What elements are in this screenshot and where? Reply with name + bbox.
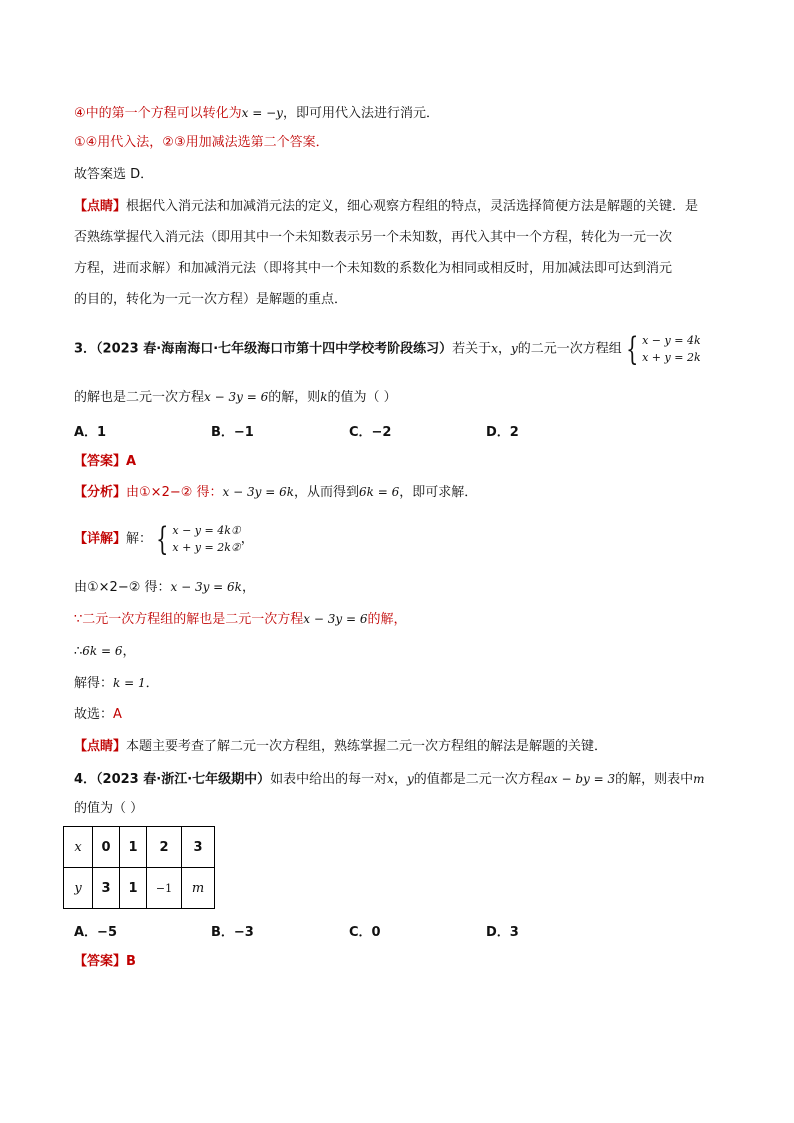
table-row: [64, 827, 215, 868]
answer-value: A: [126, 454, 137, 469]
equation: x + y = 2k②: [172, 541, 241, 554]
question-source: （2023 春·海南海口·七年级海口市第十四中学校考阶段练习）: [96, 341, 453, 357]
option-b: B．−1: [211, 425, 254, 440]
table-cell: 1: [120, 868, 147, 909]
text: 解得：: [74, 676, 114, 691]
math: ax − by = 3: [543, 772, 616, 786]
value-table: [63, 826, 215, 909]
text: 解：: [126, 531, 153, 547]
brace: {: [156, 520, 169, 558]
solution-line-1: [74, 104, 439, 123]
question-number: 3．: [74, 341, 97, 357]
dianjing-q3: [74, 738, 607, 756]
text: 的值为（ ）: [327, 390, 397, 405]
text: 的解，则: [268, 390, 321, 405]
step-2: [74, 610, 406, 629]
text: 的解，则表中: [615, 772, 694, 787]
table-cell: 3: [93, 868, 120, 909]
text: 由①×2−② 得：: [74, 580, 171, 595]
solution-line-3: 故答案选 D．: [74, 167, 154, 182]
text: ，: [393, 772, 407, 787]
text: ，: [240, 531, 254, 547]
table-cell: x: [64, 827, 93, 868]
answer-value: B: [126, 954, 136, 969]
question-3-stem: [74, 332, 701, 366]
table-cell: 2: [147, 827, 182, 868]
section-tag: 【点睛】: [74, 739, 127, 754]
section-tag: 【答案】: [74, 954, 127, 969]
detail-line: [74, 522, 254, 556]
equation: x − y = 4k: [642, 334, 701, 347]
math: 6k = 6: [359, 485, 400, 499]
text: 的值都是二元一次方程: [413, 772, 544, 787]
step-5: [74, 706, 122, 724]
text: 本题主要考查了解二元一次方程组，熟练掌握二元一次方程组的解法是解题的关键．: [126, 739, 608, 754]
dianjing-line-3: 方程，进而求解）和加减消元法（即将其中一个未知数的系数化为相同或相反时，用加减法即可达到消元: [74, 261, 673, 276]
section-tag: 【详解】: [74, 531, 127, 547]
brace: {: [625, 330, 639, 368]
solution-line-2: ①④用代入法，②③用加减法选第二个答案．: [74, 135, 329, 150]
question-4-stem: [74, 770, 705, 789]
dianjing-line-4: 的目的，转化为一元一次方程）是解题的重点．: [74, 292, 348, 307]
option-d: D．3: [486, 925, 519, 940]
option-a: A．1: [74, 425, 107, 440]
question-4-stem-2: 的值为（ ）: [74, 801, 144, 816]
text: 根据代入消元法和加减消元法的定义，细心观察方程组的特点，灵活选择简便方法是解题的关键．是: [126, 199, 699, 214]
dianjing-line-2: 否熟练掌握代入消元法（即用其中一个未知数表示另一个未知数，再代入其中一个方程，转化为一元一次: [74, 230, 673, 245]
equation: x + y = 2k: [642, 351, 701, 364]
math: x: [491, 341, 498, 356]
option-d: D．2: [486, 425, 519, 440]
math: m: [693, 772, 705, 786]
answer-line: [74, 453, 136, 471]
section-tag: 【点睛】: [74, 199, 127, 214]
math: x − 3y = 6: [303, 612, 368, 626]
option-c: C．−2: [349, 425, 392, 440]
option-a: A．−5: [74, 925, 117, 940]
table-cell: 1: [120, 827, 147, 868]
math: k: [320, 390, 328, 404]
text: 若关于: [452, 341, 492, 357]
table-cell: m: [182, 868, 215, 909]
question-3-stem-2: [74, 388, 397, 407]
table-cell: −1: [147, 868, 182, 909]
text: ，: [497, 341, 511, 357]
text: ，从而得到: [293, 485, 359, 500]
math: y: [510, 341, 518, 356]
text: ，即可求解．: [399, 485, 478, 500]
text: 的解也是二元一次方程: [74, 390, 205, 405]
dianjing-line-1: [74, 198, 698, 216]
table-cell: 3: [182, 827, 215, 868]
text: ，: [241, 580, 255, 595]
text: 故选：: [74, 707, 114, 722]
equation-system: [642, 332, 701, 366]
answer-line: [74, 953, 136, 971]
math: x − 3y = 6k: [170, 580, 242, 594]
math: 6k = 6: [82, 644, 123, 658]
text: ，即可用代入法进行消元．: [282, 106, 439, 121]
option-c: C．0: [349, 925, 381, 940]
equation: x − y = 4k①: [172, 524, 241, 537]
text: 如表中给出的每一对: [270, 772, 388, 787]
text: ④中的第一个方程可以转化为: [74, 106, 242, 121]
equation-system: [172, 522, 240, 556]
text: 由①×2−② 得：: [126, 485, 223, 500]
section-tag: 【分析】: [74, 485, 127, 500]
analysis-line: [74, 483, 477, 502]
text: 的二元一次方程组: [517, 341, 622, 357]
step-1: [74, 578, 255, 597]
table-row: [64, 868, 215, 909]
math: x − 3y = 6k: [222, 485, 294, 499]
section-tag: 【答案】: [74, 454, 127, 469]
text: ．: [145, 676, 159, 691]
step-3: [74, 642, 136, 661]
math: x − 3y = 6: [204, 390, 269, 404]
question-source: （2023 春·浙江·七年级期中）: [96, 772, 271, 787]
answer-value: A: [113, 707, 122, 722]
math: y: [406, 772, 414, 786]
option-b: B．−3: [211, 925, 254, 940]
table-cell: y: [64, 868, 93, 909]
text: ∴: [74, 644, 83, 659]
question-number: 4．: [74, 772, 97, 787]
table-cell: 0: [93, 827, 120, 868]
math: x: [387, 772, 394, 786]
text: ，: [122, 644, 136, 659]
step-4: [74, 674, 159, 693]
math: x = −y: [241, 106, 283, 120]
text: 的解，: [367, 612, 407, 627]
text: ∵二元一次方程组的解也是二元一次方程: [74, 612, 304, 627]
math: k = 1: [113, 676, 146, 690]
